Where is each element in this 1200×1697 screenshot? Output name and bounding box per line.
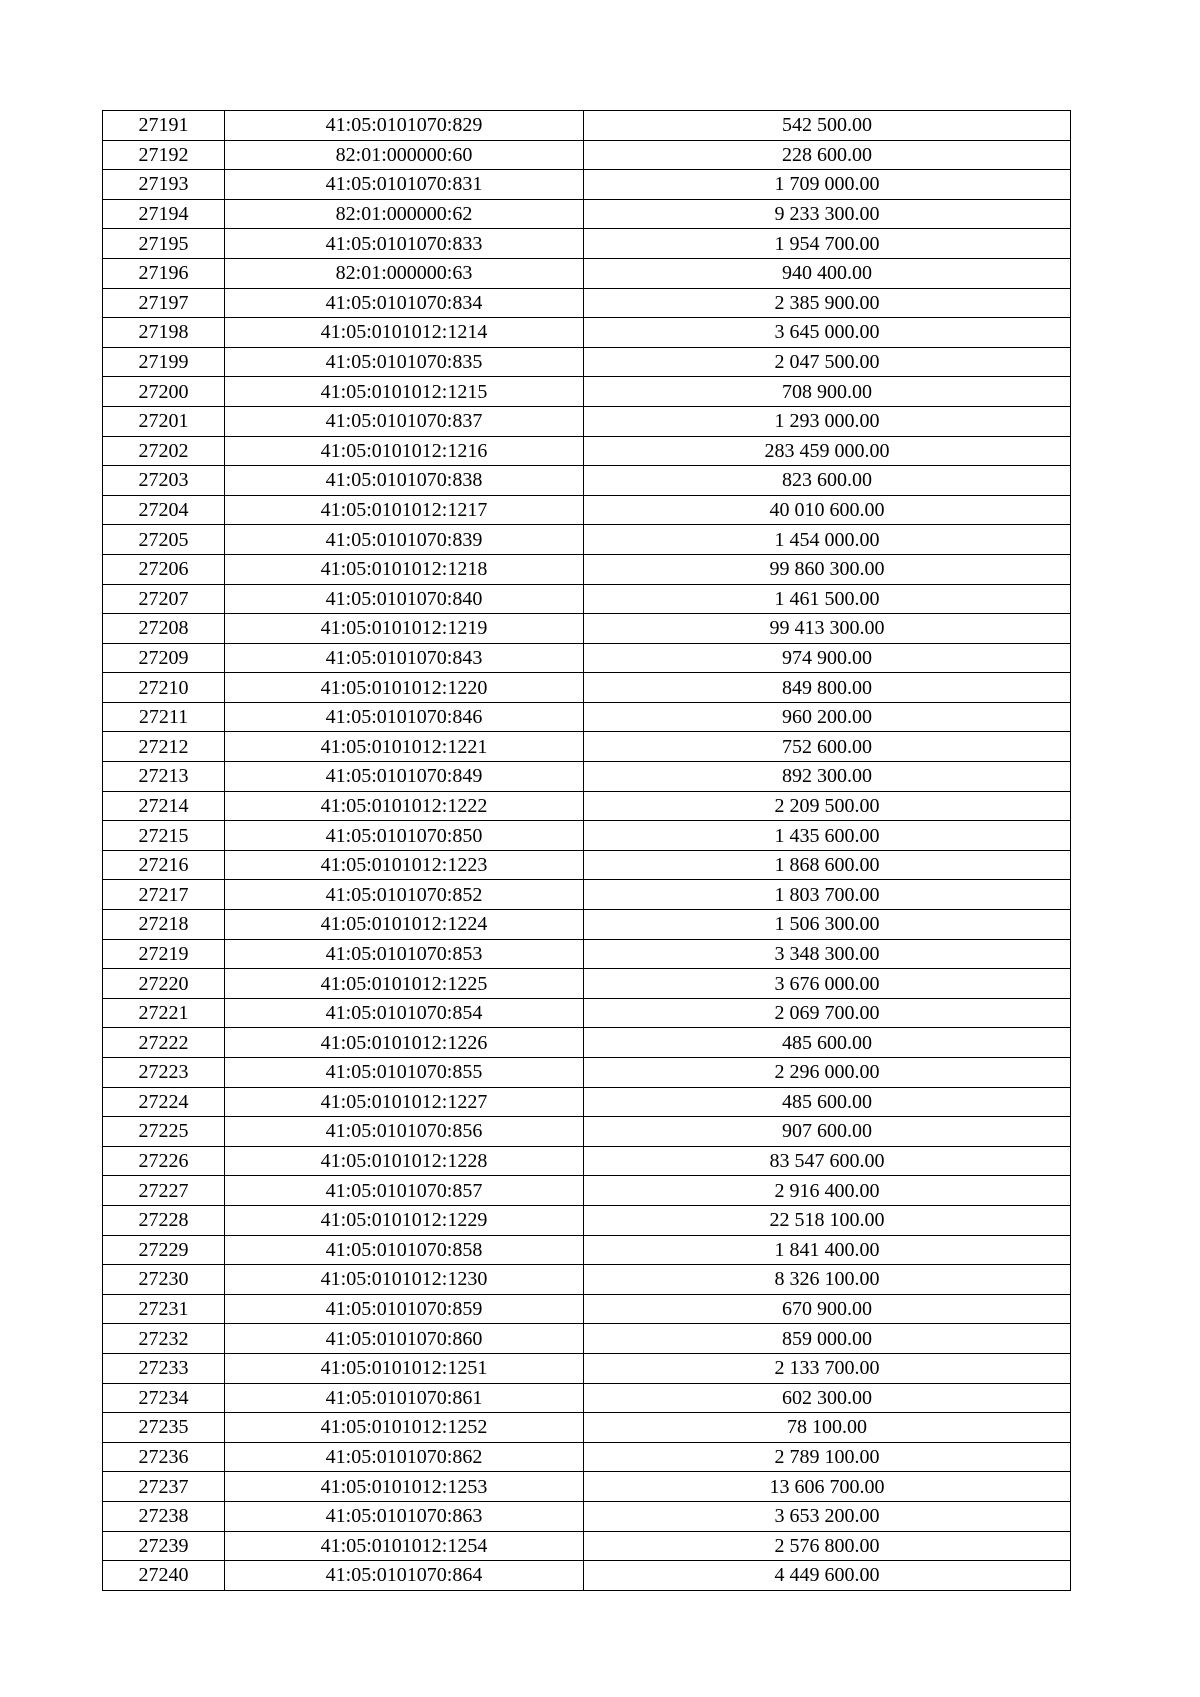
cadastral-number-cell: 41:05:0101012:1214 (225, 318, 584, 348)
row-number-cell: 27218 (103, 910, 225, 940)
cadastral-number-cell: 41:05:0101012:1218 (225, 554, 584, 584)
cadastral-number-cell: 41:05:0101070:852 (225, 880, 584, 910)
cadastral-number-cell: 41:05:0101070:856 (225, 1117, 584, 1147)
value-cell: 2 385 900.00 (584, 288, 1071, 318)
value-cell: 9 233 300.00 (584, 199, 1071, 229)
cadastral-value-table (102, 110, 1071, 1591)
value-cell: 4 449 600.00 (584, 1561, 1071, 1591)
row-number-cell: 27205 (103, 525, 225, 555)
table-row (103, 436, 1071, 466)
cadastral-number-cell: 41:05:0101012:1226 (225, 1028, 584, 1058)
value-cell: 1 709 000.00 (584, 170, 1071, 200)
row-number-cell: 27220 (103, 969, 225, 999)
row-number-cell: 27213 (103, 762, 225, 792)
value-cell: 99 860 300.00 (584, 554, 1071, 584)
row-number-cell: 27222 (103, 1028, 225, 1058)
cadastral-number-cell: 41:05:0101012:1225 (225, 969, 584, 999)
table-row (103, 111, 1071, 141)
cadastral-number-cell: 41:05:0101070:857 (225, 1176, 584, 1206)
cadastral-number-cell: 41:05:0101070:835 (225, 347, 584, 377)
row-number-cell: 27210 (103, 673, 225, 703)
table-row (103, 939, 1071, 969)
row-number-cell: 27199 (103, 347, 225, 377)
table-row (103, 1501, 1071, 1531)
table-row (103, 1235, 1071, 1265)
table-row (103, 1413, 1071, 1443)
row-number-cell: 27206 (103, 554, 225, 584)
value-cell: 99 413 300.00 (584, 614, 1071, 644)
cadastral-number-cell: 41:05:0101070:860 (225, 1324, 584, 1354)
value-cell: 2 069 700.00 (584, 998, 1071, 1028)
cadastral-number-cell: 41:05:0101012:1252 (225, 1413, 584, 1443)
row-number-cell: 27202 (103, 436, 225, 466)
table-row (103, 850, 1071, 880)
cadastral-number-cell: 41:05:0101070:853 (225, 939, 584, 969)
table-row (103, 880, 1071, 910)
row-number-cell: 27203 (103, 466, 225, 496)
row-number-cell: 27237 (103, 1472, 225, 1502)
row-number-cell: 27223 (103, 1058, 225, 1088)
row-number-cell: 27230 (103, 1265, 225, 1295)
value-cell: 974 900.00 (584, 643, 1071, 673)
table-row (103, 466, 1071, 496)
row-number-cell: 27204 (103, 495, 225, 525)
value-cell: 40 010 600.00 (584, 495, 1071, 525)
table-row (103, 406, 1071, 436)
table-row (103, 1087, 1071, 1117)
table-row (103, 258, 1071, 288)
table-row (103, 554, 1071, 584)
table-row (103, 1294, 1071, 1324)
table-row (103, 1205, 1071, 1235)
row-number-cell: 27235 (103, 1413, 225, 1443)
value-cell: 823 600.00 (584, 466, 1071, 496)
row-number-cell: 27209 (103, 643, 225, 673)
table-row (103, 1353, 1071, 1383)
table-row (103, 702, 1071, 732)
table-row (103, 998, 1071, 1028)
table-row (103, 1442, 1071, 1472)
row-number-cell: 27228 (103, 1205, 225, 1235)
value-cell: 485 600.00 (584, 1087, 1071, 1117)
value-cell: 960 200.00 (584, 702, 1071, 732)
row-number-cell: 27208 (103, 614, 225, 644)
value-cell: 2 047 500.00 (584, 347, 1071, 377)
value-cell: 2 133 700.00 (584, 1353, 1071, 1383)
row-number-cell: 27191 (103, 111, 225, 141)
table-row (103, 732, 1071, 762)
row-number-cell: 27240 (103, 1561, 225, 1591)
row-number-cell: 27239 (103, 1531, 225, 1561)
cadastral-number-cell: 41:05:0101070:864 (225, 1561, 584, 1591)
cadastral-number-cell: 41:05:0101012:1223 (225, 850, 584, 880)
row-number-cell: 27198 (103, 318, 225, 348)
table-row (103, 1472, 1071, 1502)
cadastral-number-cell: 41:05:0101070:829 (225, 111, 584, 141)
table-row (103, 199, 1071, 229)
row-number-cell: 27211 (103, 702, 225, 732)
row-number-cell: 27193 (103, 170, 225, 200)
cadastral-number-cell: 41:05:0101012:1222 (225, 791, 584, 821)
cadastral-number-cell: 41:05:0101070:849 (225, 762, 584, 792)
row-number-cell: 27233 (103, 1353, 225, 1383)
table-row (103, 525, 1071, 555)
table-row (103, 1324, 1071, 1354)
value-cell: 3 348 300.00 (584, 939, 1071, 969)
table-row (103, 229, 1071, 259)
value-cell: 1 435 600.00 (584, 821, 1071, 851)
value-cell: 2 296 000.00 (584, 1058, 1071, 1088)
cadastral-number-cell: 41:05:0101070:839 (225, 525, 584, 555)
table-row (103, 1058, 1071, 1088)
cadastral-number-cell: 41:05:0101012:1217 (225, 495, 584, 525)
cadastral-number-cell: 41:05:0101070:854 (225, 998, 584, 1028)
row-number-cell: 27234 (103, 1383, 225, 1413)
row-number-cell: 27227 (103, 1176, 225, 1206)
table-row (103, 1117, 1071, 1147)
row-number-cell: 27214 (103, 791, 225, 821)
table-row (103, 1531, 1071, 1561)
cadastral-number-cell: 41:05:0101070:843 (225, 643, 584, 673)
cadastral-number-cell: 41:05:0101012:1254 (225, 1531, 584, 1561)
value-cell: 228 600.00 (584, 140, 1071, 170)
table-row (103, 762, 1071, 792)
cadastral-number-cell: 82:01:000000:60 (225, 140, 584, 170)
value-cell: 2 916 400.00 (584, 1176, 1071, 1206)
row-number-cell: 27215 (103, 821, 225, 851)
value-cell: 1 461 500.00 (584, 584, 1071, 614)
row-number-cell: 27201 (103, 406, 225, 436)
table-row (103, 1028, 1071, 1058)
cadastral-number-cell: 41:05:0101012:1216 (225, 436, 584, 466)
value-cell: 670 900.00 (584, 1294, 1071, 1324)
value-cell: 1 506 300.00 (584, 910, 1071, 940)
table-row (103, 1383, 1071, 1413)
row-number-cell: 27207 (103, 584, 225, 614)
value-cell: 78 100.00 (584, 1413, 1071, 1443)
value-cell: 83 547 600.00 (584, 1146, 1071, 1176)
table-row (103, 495, 1071, 525)
row-number-cell: 27216 (103, 850, 225, 880)
cadastral-number-cell: 41:05:0101070:833 (225, 229, 584, 259)
cadastral-number-cell: 41:05:0101070:862 (225, 1442, 584, 1472)
cadastral-number-cell: 41:05:0101012:1219 (225, 614, 584, 644)
row-number-cell: 27232 (103, 1324, 225, 1354)
value-cell: 940 400.00 (584, 258, 1071, 288)
cadastral-number-cell: 41:05:0101070:838 (225, 466, 584, 496)
cadastral-number-cell: 41:05:0101012:1253 (225, 1472, 584, 1502)
value-cell: 22 518 100.00 (584, 1205, 1071, 1235)
row-number-cell: 27200 (103, 377, 225, 407)
table-row (103, 643, 1071, 673)
value-cell: 708 900.00 (584, 377, 1071, 407)
value-cell: 1 868 600.00 (584, 850, 1071, 880)
value-cell: 849 800.00 (584, 673, 1071, 703)
cadastral-number-cell: 41:05:0101012:1224 (225, 910, 584, 940)
value-cell: 2 209 500.00 (584, 791, 1071, 821)
table-row (103, 969, 1071, 999)
cadastral-number-cell: 41:05:0101012:1251 (225, 1353, 584, 1383)
table-row (103, 791, 1071, 821)
value-cell: 485 600.00 (584, 1028, 1071, 1058)
table-row (103, 170, 1071, 200)
table-row (103, 821, 1071, 851)
row-number-cell: 27225 (103, 1117, 225, 1147)
cadastral-number-cell: 41:05:0101070:846 (225, 702, 584, 732)
value-cell: 8 326 100.00 (584, 1265, 1071, 1295)
value-cell: 1 293 000.00 (584, 406, 1071, 436)
table-row (103, 614, 1071, 644)
cadastral-number-cell: 41:05:0101012:1215 (225, 377, 584, 407)
value-cell: 1 841 400.00 (584, 1235, 1071, 1265)
value-cell: 2 576 800.00 (584, 1531, 1071, 1561)
cadastral-number-cell: 41:05:0101070:840 (225, 584, 584, 614)
table-body (103, 111, 1071, 1591)
cadastral-number-cell: 82:01:000000:63 (225, 258, 584, 288)
cadastral-number-cell: 41:05:0101012:1227 (225, 1087, 584, 1117)
value-cell: 1 954 700.00 (584, 229, 1071, 259)
row-number-cell: 27196 (103, 258, 225, 288)
cadastral-number-cell: 41:05:0101070:859 (225, 1294, 584, 1324)
cadastral-number-cell: 82:01:000000:62 (225, 199, 584, 229)
cadastral-number-cell: 41:05:0101012:1230 (225, 1265, 584, 1295)
value-cell: 13 606 700.00 (584, 1472, 1071, 1502)
table-row (103, 1176, 1071, 1206)
row-number-cell: 27197 (103, 288, 225, 318)
cadastral-number-cell: 41:05:0101070:831 (225, 170, 584, 200)
row-number-cell: 27217 (103, 880, 225, 910)
cadastral-number-cell: 41:05:0101070:863 (225, 1501, 584, 1531)
table-row (103, 347, 1071, 377)
value-cell: 859 000.00 (584, 1324, 1071, 1354)
cadastral-number-cell: 41:05:0101012:1221 (225, 732, 584, 762)
table-row (103, 318, 1071, 348)
table-row (103, 673, 1071, 703)
value-cell: 3 645 000.00 (584, 318, 1071, 348)
value-cell: 892 300.00 (584, 762, 1071, 792)
value-cell: 3 676 000.00 (584, 969, 1071, 999)
row-number-cell: 27219 (103, 939, 225, 969)
row-number-cell: 27212 (103, 732, 225, 762)
table-row (103, 1561, 1071, 1591)
value-cell: 907 600.00 (584, 1117, 1071, 1147)
row-number-cell: 27226 (103, 1146, 225, 1176)
table-row (103, 377, 1071, 407)
cadastral-number-cell: 41:05:0101070:861 (225, 1383, 584, 1413)
value-cell: 1 454 000.00 (584, 525, 1071, 555)
table-row (103, 910, 1071, 940)
cadastral-number-cell: 41:05:0101012:1220 (225, 673, 584, 703)
row-number-cell: 27231 (103, 1294, 225, 1324)
value-cell: 1 803 700.00 (584, 880, 1071, 910)
cadastral-number-cell: 41:05:0101070:858 (225, 1235, 584, 1265)
row-number-cell: 27194 (103, 199, 225, 229)
row-number-cell: 27224 (103, 1087, 225, 1117)
value-cell: 602 300.00 (584, 1383, 1071, 1413)
cadastral-number-cell: 41:05:0101070:837 (225, 406, 584, 436)
row-number-cell: 27236 (103, 1442, 225, 1472)
row-number-cell: 27229 (103, 1235, 225, 1265)
table-row (103, 1265, 1071, 1295)
row-number-cell: 27238 (103, 1501, 225, 1531)
table-row (103, 140, 1071, 170)
row-number-cell: 27192 (103, 140, 225, 170)
value-cell: 2 789 100.00 (584, 1442, 1071, 1472)
cadastral-number-cell: 41:05:0101012:1229 (225, 1205, 584, 1235)
value-cell: 542 500.00 (584, 111, 1071, 141)
value-cell: 3 653 200.00 (584, 1501, 1071, 1531)
value-cell: 752 600.00 (584, 732, 1071, 762)
table-row (103, 584, 1071, 614)
value-cell: 283 459 000.00 (584, 436, 1071, 466)
row-number-cell: 27221 (103, 998, 225, 1028)
table-row (103, 1146, 1071, 1176)
cadastral-number-cell: 41:05:0101070:855 (225, 1058, 584, 1088)
table-row (103, 288, 1071, 318)
row-number-cell: 27195 (103, 229, 225, 259)
cadastral-number-cell: 41:05:0101012:1228 (225, 1146, 584, 1176)
cadastral-number-cell: 41:05:0101070:834 (225, 288, 584, 318)
cadastral-number-cell: 41:05:0101070:850 (225, 821, 584, 851)
